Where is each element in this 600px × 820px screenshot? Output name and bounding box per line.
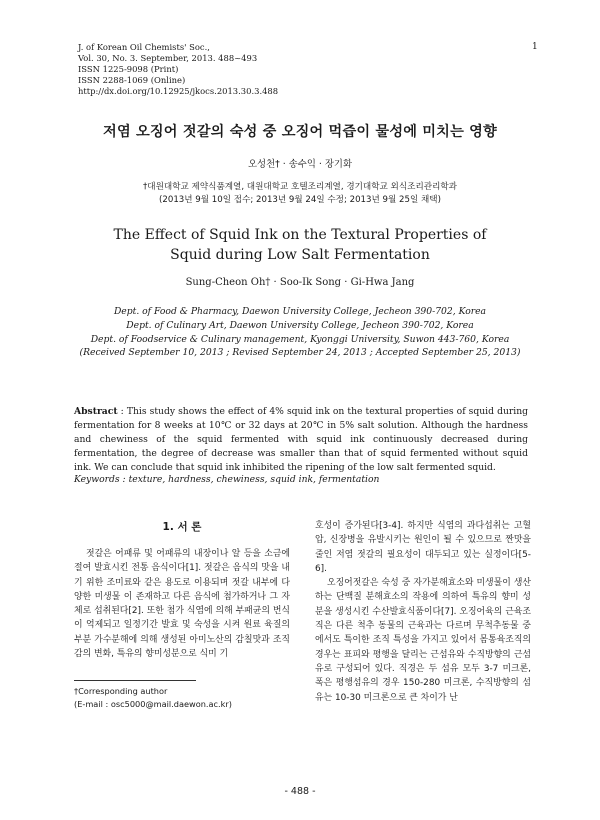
korean-affiliation-line: †대원대학교 제약식품계열, 대원대학교 호텔조리계열, 경기대학교 외식조리관리학과 (143, 182, 457, 192)
korean-affiliation (0, 181, 600, 207)
abstract-label: Abstract (74, 406, 118, 417)
corner-page-number: 1 (532, 42, 538, 52)
left-column (74, 547, 290, 661)
issn-online: ISSN 2288-1069 (Online) (78, 75, 186, 86)
english-authors: Sung-Cheon Oh† · Soo-Ik Song · Gi-Hwa Jang (185, 277, 415, 288)
affiliation-line-3: Dept. of Foodservice & Culinary management, Kyonggi University, Suwon 443-760, Korea (90, 333, 510, 345)
journal-name: J. of Korean Oil Chemists' Soc., (78, 42, 210, 52)
english-title-line-1: The Effect of Squid Ink on the Textural Properties of (113, 227, 487, 243)
issn-print: ISSN 1225-9098 (Print) (78, 64, 179, 75)
intro-paragraph-3: 오징어젓갈은 숙성 중 자가분해효소와 미생물이 생산하는 단백질 분해효소의 작용에 의하여 특유의 향미 성분을 생성시킨 수산발효식품이다[7]. 오징어육의 근육조직은 다른 척추 동물의 근육과는 다르며 무척추동물 중에서도 특이한 조직 특성을 가지고 있어서 몸통육조직의 경우는 표피와 평행을 달리는 근섬유와 수직방향의 근섬유로 구성되어 있다. 직경은 두 섬유 모두 3-7 미크론, 폭은 평행섬유의 경우 150-280 미크론, 수직방향의 섬유는 10-30 미크론으로 큰 차이가 난 (315, 578, 531, 703)
keywords: Keywords : texture, hardness, chewiness, squid ink, fermentation (74, 474, 380, 485)
footnote (74, 685, 232, 711)
footnote-divider (74, 680, 196, 681)
intro-paragraph-1: 젓갈은 어패류 및 어패류의 내장이나 알 등을 소금에 절여 발효시킨 전통 음식이다[1]. 젓갈은 음식의 맛을 내기 위한 조미료와 같은 용도로 이용되며 젓갈 내부에 다양한 미생물 이 존재하고 다른 음식에 첨가하거나 그 자체로 섭취된다[2]. 또한 첨가 식염에 의해 부패균의 번식이 억제되고 일정기간 발효 및 숙성을 시켜 원료 육질의 부분 가수분해에 의해 생성된 아미노산의 감칠맛과 조직감의 변화, 특유의 향미성분으로 식미 기 (74, 549, 290, 660)
english-affiliation (0, 305, 600, 360)
korean-title: 저염 오징어 젓갈의 숙성 중 오징어 먹즙이 물성에 미치는 영향 (103, 124, 497, 140)
abstract-text: : This study shows the effect of 4% squid ink on the textural properties of squid during fermentation for 8 weeks at 10℃ or 32 days at 20℃ in 5% salt solution. Although the hardness and chewiness of the squid fermented with squid ink continuously decreased during fermentation, the degree of decrease was smaller than that of squid fermented without squid ink. We can conclude that squid ink inhibited the ripening of the low salt fermented squid. (74, 406, 528, 474)
abstract (74, 405, 528, 475)
journal-header (78, 42, 278, 97)
intro-paragraph-2: 호성이 증가된다[3-4]. 하지만 식염의 과다섭취는 고혈압, 신장병을 유발시키는 원인이 될 수 있으므로 짠맛을 줄인 저염 젓갈의 필요성이 대두되고 있는 실정이다[5-6]. (315, 521, 531, 574)
received-dates: (Received September 10, 2013 ; Revised September 24, 2013 ; Accepted September 25, 2013) (79, 347, 521, 359)
journal-volume: Vol. 30, No. 3. September, 2013. 488~493 (78, 53, 258, 64)
english-title-line-2: Squid during Low Salt Fermentation (170, 247, 430, 263)
korean-authors: 오성천† · 송수익 · 장기화 (247, 159, 353, 170)
korean-dates: (2013년 9월 10일 접수; 2013년 9월 24일 수정; 2013년 9월 25일 채택) (159, 195, 441, 205)
section-title-introduction: 1. 서 론 (162, 521, 202, 533)
right-column (315, 519, 531, 705)
doi-link[interactable]: http://dx.doi.org/10.12925/jkocs.2013.30.3.488 (78, 86, 279, 97)
email-contact: (E-mail : osc5000@mail.daewon.ac.kr) (74, 699, 232, 709)
affiliation-line-1: Dept. of Food & Pharmacy, Daewon University College, Jecheon 390-702, Korea (113, 306, 487, 317)
english-title (0, 225, 600, 265)
page-number: - 488 - (284, 786, 316, 797)
affiliation-line-2: Dept. of Culinary Art, Daewon University College, Jecheon 390-702, Korea (126, 319, 474, 331)
corresponding-author: †Corresponding author (74, 686, 168, 696)
